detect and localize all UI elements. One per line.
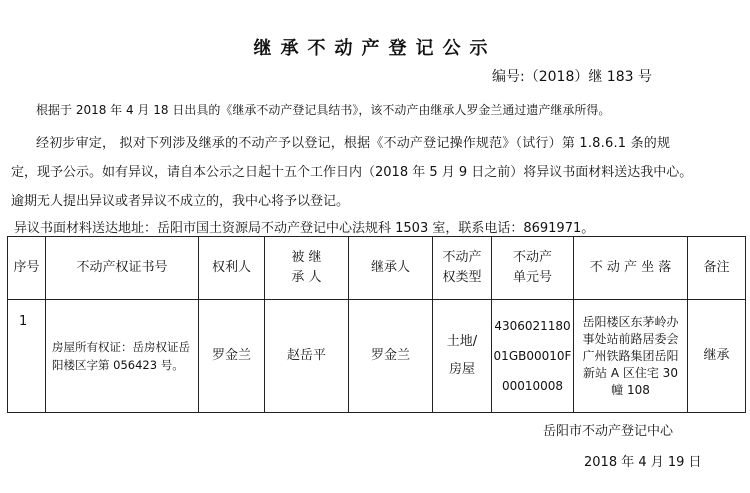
header-type-line2: 权类型 <box>442 270 482 285</box>
property-table <box>7 236 746 413</box>
header-decedent <box>265 237 349 300</box>
cell-type <box>433 300 492 413</box>
issue-date: 2018 年 4 月 19 日 <box>584 455 702 470</box>
header-cert: 不动产权证书号 <box>46 237 199 300</box>
header-type <box>433 237 492 300</box>
issuing-organization: 岳阳市不动产登记中心 <box>543 424 674 439</box>
header-type-line1: 不动产 <box>442 250 482 265</box>
cell-unit <box>492 300 574 413</box>
header-seq: 序号 <box>8 237 46 300</box>
table-row <box>8 300 746 413</box>
paragraph-review-line2: 定，现予公示。如有异议，请自本公示之日起十五个工作日内（2018 年 5 月 9 日之前）将异议书面材料送达我中心。 <box>11 165 693 180</box>
header-remark: 备注 <box>688 237 746 300</box>
header-decedent-line2: 承 人 <box>291 270 322 285</box>
paragraph-declaration: 根据于 2018 年 4 月 18 日出具的《继承不动产登记具结书》，该不动产由继承人罗金兰通过遗产继承所得。 <box>36 103 611 117</box>
header-heir: 继承人 <box>349 237 433 300</box>
header-unit-line2: 单元号 <box>512 270 552 285</box>
cell-unit-line3: 00010008 <box>501 379 564 393</box>
cell-type-line2: 房屋 <box>448 362 475 377</box>
cell-decedent: 赵岳平 <box>265 300 349 413</box>
cell-owner: 罗金兰 <box>199 300 265 413</box>
header-unit <box>492 237 574 300</box>
header-decedent-line1: 被 继 <box>291 250 322 265</box>
page-title: 继承不动产登记公示 <box>253 38 497 59</box>
cell-unit-line1: 4306021180 <box>494 319 571 333</box>
cell-type-line1: 土地/ <box>446 334 478 349</box>
cell-heir: 罗金兰 <box>349 300 433 413</box>
header-location: 不 动 产 坐 落 <box>574 237 688 300</box>
objection-address: 异议书面材料送达地址：岳阳市国土资源局不动产登记中心法规科 1503 室，联系电话：8691971。 <box>14 221 595 236</box>
cell-cert: 房屋所有权证：岳房权证岳阳楼区字第 056423 号。 <box>46 300 199 413</box>
cell-seq: 1 <box>8 300 46 413</box>
header-unit-line1: 不动产 <box>512 250 552 265</box>
header-owner: 权利人 <box>199 237 265 300</box>
cell-unit-line2: 01GB00010F <box>493 349 572 363</box>
document-number: 编号:（2018）继 183 号 <box>492 69 652 85</box>
cell-remark: 继承 <box>688 300 746 413</box>
cell-location: 岳阳楼区东茅岭办事处站前路居委会广州铁路集团岳阳新站 A 区住宅 30 幢 108 <box>574 300 688 413</box>
table-header-row <box>8 237 746 300</box>
paragraph-deadline: 逾期无人提出异议或者异议不成立的，我中心将予以登记。 <box>11 194 350 209</box>
paragraph-review-line1: 经初步审定， 拟对下列涉及继承的不动产予以登记，根据《不动产登记操作规范》（试行）第 1.8.6.1 条的规 <box>36 136 671 151</box>
